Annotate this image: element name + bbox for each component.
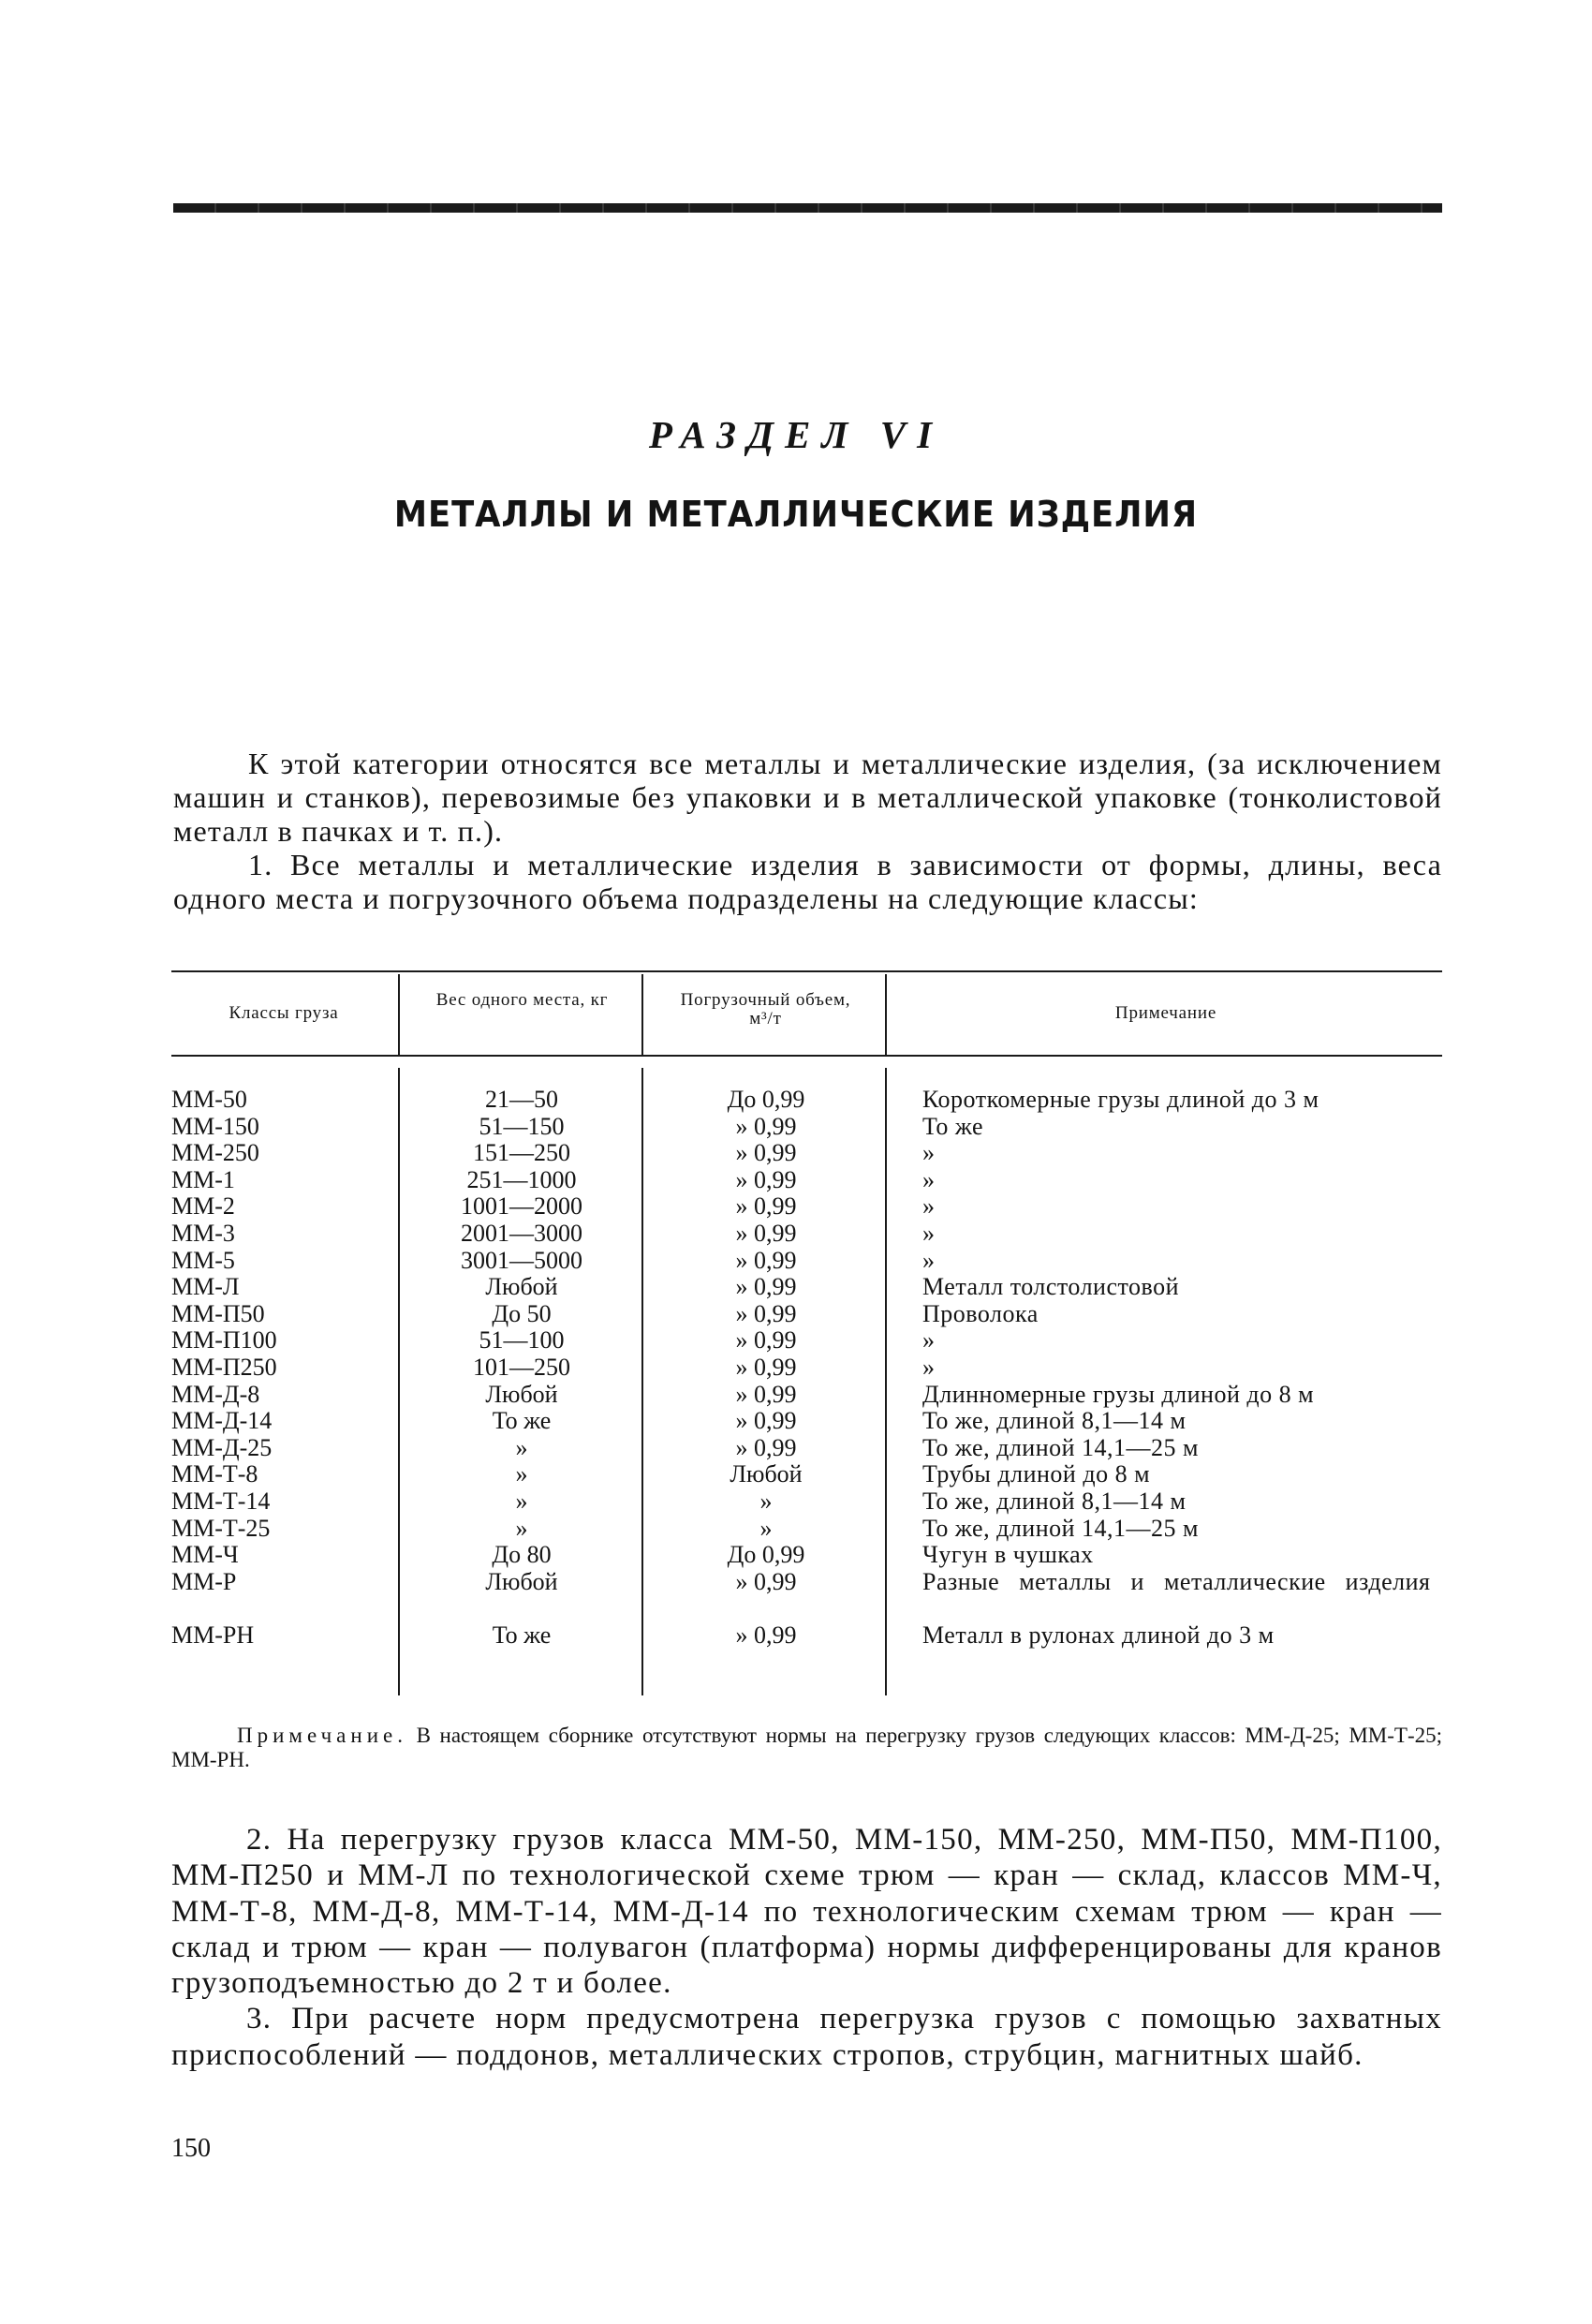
row-note: » xyxy=(922,1220,936,1247)
intro-paragraph-2: 1. Все металлы и металлические изделия в зависимости от формы, длины, веса одного места и погрузочного объема подразделены на следующие классы: xyxy=(173,848,1442,915)
body-paragraph-3: 3. При расчете норм предусмотрена перегрузка грузов с помощью захватных приспособлений — поддонов, металлических стропов, струбцин, магнитных шайб. xyxy=(171,2002,1442,2072)
row-class: ММ-Д-8 xyxy=(171,1380,260,1408)
table-divider-1-body xyxy=(398,1068,400,1695)
row-class: ММ-250 xyxy=(171,1139,259,1167)
row-class: ММ-П50 xyxy=(171,1299,265,1327)
row-volume: » 0,99 xyxy=(735,1112,797,1140)
row-weight: 3001—5000 xyxy=(461,1246,582,1274)
row-volume: » 0,99 xyxy=(735,1139,797,1167)
row-class: ММ-Т-8 xyxy=(171,1460,258,1488)
row-class: ММ-Т-25 xyxy=(171,1514,271,1542)
row-note-text: Разные металлы и металлические изделия xyxy=(922,1567,1431,1595)
row-note: Чугун в чушках xyxy=(922,1541,1094,1569)
row-weight: До 80 xyxy=(492,1541,552,1569)
row-note: » xyxy=(922,1192,936,1221)
row-weight: 51—100 xyxy=(479,1326,565,1354)
row-note: » xyxy=(922,1139,936,1167)
row-class: ММ-Ч xyxy=(171,1541,239,1569)
row-volume: » 0,99 xyxy=(735,1220,797,1247)
table-top-rule xyxy=(171,970,1442,972)
row-class: ММ-Л xyxy=(171,1273,240,1301)
row-class: ММ-Т-14 xyxy=(171,1488,271,1515)
row-class: ММ-Д-25 xyxy=(171,1433,273,1461)
row-weight: То же xyxy=(492,1407,552,1435)
row-note: Металл в рулонах длиной до 3 м xyxy=(922,1621,1275,1649)
top-rule xyxy=(173,203,1442,213)
row-volume: » xyxy=(759,1514,773,1542)
table-divider-1 xyxy=(398,974,400,1056)
row-volume: » xyxy=(759,1488,773,1515)
table-divider-2 xyxy=(641,974,643,1056)
header-note: Примечание xyxy=(1114,1003,1217,1023)
row-note: » xyxy=(922,1165,936,1193)
row-volume: » 0,99 xyxy=(735,1433,797,1461)
row-class: ММ-П250 xyxy=(171,1354,277,1381)
row-class: ММ-1 xyxy=(171,1165,235,1193)
row-weight: 21—50 xyxy=(485,1086,558,1113)
section-title: МЕТАЛЛЫ И МЕТАЛЛИЧЕСКИЕ ИЗДЕЛИЯ xyxy=(393,494,1199,535)
row-note: » xyxy=(922,1354,936,1381)
row-class: ММ-Р xyxy=(171,1567,237,1595)
row-volume: » 0,99 xyxy=(735,1567,797,1595)
intro-paragraph-1: К этой категории относятся все металлы и металлические изделия, (за исключением машин и станков), перевозимые без упаковки и в металлической упаковке (тонколистовой металл в пачках и т. п.). xyxy=(173,747,1442,848)
header-weight: Вес одного места, кг xyxy=(435,990,609,1010)
row-volume: » 0,99 xyxy=(735,1380,797,1408)
row-volume: » 0,99 xyxy=(735,1273,797,1301)
row-weight: » xyxy=(515,1433,528,1461)
intro-text xyxy=(173,747,1442,915)
row-class: ММ-РН xyxy=(171,1621,255,1649)
row-weight: До 50 xyxy=(492,1299,552,1327)
row-volume: » 0,99 xyxy=(735,1192,797,1221)
row-note: Металл толстолистовой xyxy=(922,1273,1180,1301)
row-weight: 151—250 xyxy=(473,1139,570,1167)
row-note: » xyxy=(922,1326,936,1354)
row-note xyxy=(894,1569,1442,1596)
row-note: Короткомерные грузы длиной до 3 м xyxy=(922,1086,1319,1113)
footnote-label: Примечание. xyxy=(237,1724,407,1747)
body-paragraph-2: 2. На перегрузку грузов класса ММ-50, ММ-150, ММ-250, ММ-П50, ММ-П100, ММ-П250 и ММ-Л по технологической схеме трюм — кран — склад, классов ММ-Ч, ММ-Т-8, ММ-Д-8, ММ-Т-14, ММ-Д-14 по технологическим схемам трюм — кран — склад и трюм — кран — полувагон (платформа) нормы дифференцированы для кранов грузоподъемностью до 2 т и более. xyxy=(171,1823,1442,2001)
row-volume: » 0,99 xyxy=(735,1621,797,1649)
header-volume: Погрузочный объем, м³/т xyxy=(680,990,851,1029)
row-class: ММ-5 xyxy=(171,1246,235,1274)
row-volume: » 0,99 xyxy=(735,1165,797,1193)
page-number: 150 xyxy=(171,2134,211,2163)
row-class: ММ-2 xyxy=(171,1192,235,1221)
row-class: ММ-П100 xyxy=(171,1326,277,1354)
footnote-text: В настоящем сборнике отсутствуют нормы на перегрузку грузов следующих классов: ММ-Д-25; ММ-Т-25; ММ-РН. xyxy=(171,1724,1442,1771)
row-class: ММ-Д-14 xyxy=(171,1407,273,1435)
row-volume: До 0,99 xyxy=(727,1541,805,1569)
header-class: Классы груза xyxy=(228,1003,339,1023)
row-weight: Любой xyxy=(485,1380,558,1408)
row-class: ММ-3 xyxy=(171,1220,235,1247)
row-weight: 1001—2000 xyxy=(461,1192,582,1221)
body-text xyxy=(171,1822,1442,2073)
table-header-rule xyxy=(171,1055,1442,1057)
table-footnote xyxy=(171,1724,1442,1772)
row-weight: » xyxy=(515,1514,528,1542)
row-note: То же, длиной 14,1—25 м xyxy=(922,1514,1199,1542)
row-note: То же xyxy=(922,1112,984,1140)
row-weight: Любой xyxy=(485,1273,558,1301)
row-note: Проволока xyxy=(922,1299,1039,1327)
row-class: ММ-50 xyxy=(171,1086,247,1113)
row-volume: До 0,99 xyxy=(727,1086,805,1113)
row-note: Длинномерные грузы длиной до 8 м xyxy=(922,1380,1315,1408)
row-volume: Любой xyxy=(730,1460,803,1488)
row-note: То же, длиной 8,1—14 м xyxy=(922,1407,1187,1435)
row-note: » xyxy=(922,1246,936,1274)
table-divider-3 xyxy=(885,974,887,1056)
row-weight: Любой xyxy=(485,1567,558,1595)
row-volume: » 0,99 xyxy=(735,1246,797,1274)
row-note: Трубы длиной до 8 м xyxy=(922,1460,1151,1488)
row-weight: » xyxy=(515,1488,528,1515)
row-weight: 51—150 xyxy=(479,1112,565,1140)
row-weight: 2001—3000 xyxy=(461,1220,582,1247)
section-label: РАЗДЕЛ VI xyxy=(648,413,944,456)
row-weight: 251—1000 xyxy=(466,1165,577,1193)
row-volume: » 0,99 xyxy=(735,1326,797,1354)
row-weight: 101—250 xyxy=(473,1354,570,1381)
row-note: То же, длиной 8,1—14 м xyxy=(922,1488,1187,1515)
row-note: То же, длиной 14,1—25 м xyxy=(922,1433,1199,1461)
row-weight: То же xyxy=(492,1621,552,1649)
row-volume: » 0,99 xyxy=(735,1354,797,1381)
row-volume: » 0,99 xyxy=(735,1299,797,1327)
row-class: ММ-150 xyxy=(171,1112,259,1140)
row-weight: » xyxy=(515,1460,528,1488)
row-volume: » 0,99 xyxy=(735,1407,797,1435)
